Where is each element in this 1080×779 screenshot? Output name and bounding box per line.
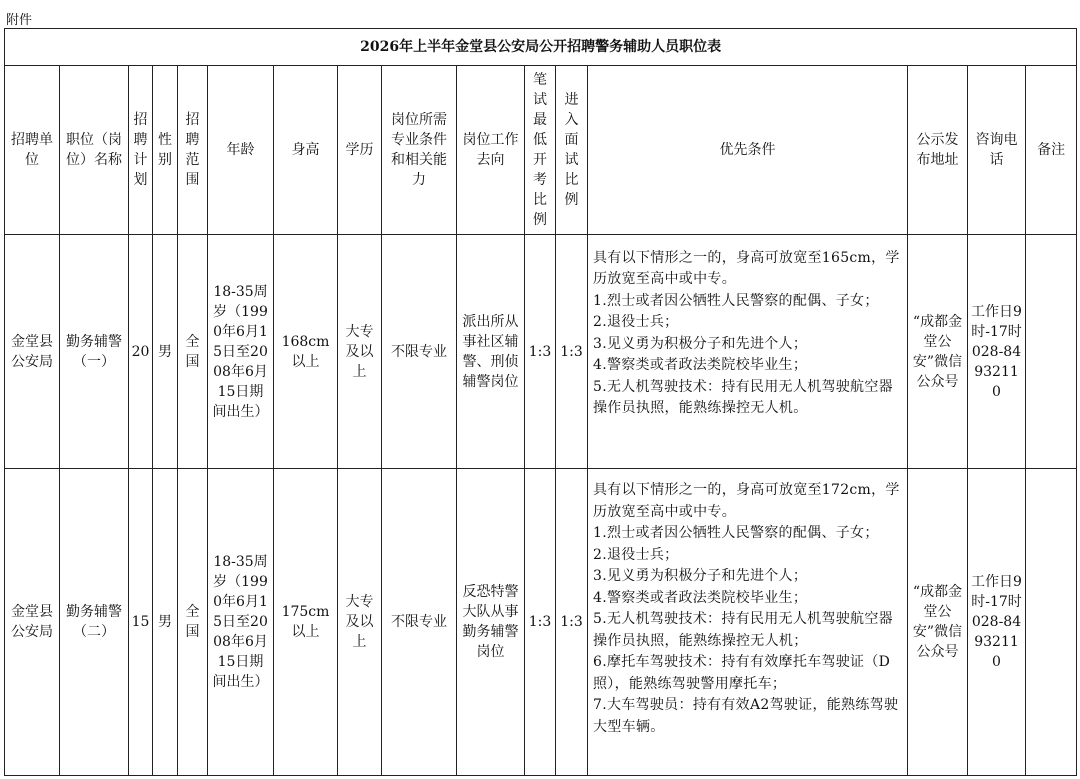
cell-work: 派出所从事社区辅警、刑侦辅警岗位 xyxy=(457,235,525,469)
cell-major: 不限专业 xyxy=(382,235,457,469)
cell-remark xyxy=(1026,235,1077,469)
priority-line: 2.退役士兵； xyxy=(593,314,679,330)
priority-line: 4.警察类或者政法类院校毕业生； xyxy=(593,589,808,606)
cell-height: 168cm以上 xyxy=(274,235,338,469)
header-phone: 咨询电话 xyxy=(968,66,1026,235)
cell-priority xyxy=(588,469,908,776)
cell-unit: 金堂县公安局 xyxy=(5,469,60,776)
priority-line: 2.退役士兵； xyxy=(593,546,679,563)
header-plan: 招聘计划 xyxy=(129,66,153,235)
header-height: 身高 xyxy=(274,66,338,235)
priority-line: 1.烈士或者因公牺牲人民警察的配偶、子女； xyxy=(593,292,879,309)
cell-age: 18-35周岁（1990年6月15日至2008年6月15日期间出生） xyxy=(208,469,274,776)
cell-phone: 工作日9时-17时028-84932110 xyxy=(968,235,1026,469)
cell-height: 175cm以上 xyxy=(274,469,338,776)
page-title: 2026年上半年金堂县公安局公开招聘警务辅助人员职位表 xyxy=(5,29,1077,66)
cell-age: 18-35周岁（1990年6月15日至2008年6月15日期间出生） xyxy=(208,235,274,469)
header-remark: 备注 xyxy=(1026,66,1077,235)
header-written-ratio: 笔试最低开考比例 xyxy=(525,66,556,235)
cell-position: 勤务辅警（二） xyxy=(60,469,129,776)
table-row xyxy=(5,235,1077,469)
header-gender: 性别 xyxy=(153,66,178,235)
table-row xyxy=(5,469,1077,776)
header-age: 年龄 xyxy=(208,66,274,235)
cell-phone: 工作日9时-17时028-84932110 xyxy=(968,469,1026,776)
cell-written-ratio: 1:3 xyxy=(525,235,556,469)
header-row xyxy=(5,66,1077,235)
priority-line: 5.无人机驾驶技术：持有民用无人机驾驶航空器操作员执照，能熟练操控无人机。 xyxy=(593,378,893,416)
position-table xyxy=(4,28,1077,776)
header-education: 学历 xyxy=(338,66,382,235)
header-scope: 招聘范围 xyxy=(178,66,208,235)
cell-plan: 20 xyxy=(129,235,153,469)
cell-position: 勤务辅警（一） xyxy=(60,235,129,469)
cell-publish: “成都金堂公安”微信公众号 xyxy=(908,235,968,469)
priority-line: 具有以下情形之一的，身高可放宽至165cm，学历放宽至高中或中专。 xyxy=(593,249,900,287)
header-unit: 招聘单位 xyxy=(5,66,60,235)
cell-gender: 男 xyxy=(153,235,178,469)
priority-line: 具有以下情形之一的，身高可放宽至172cm，学历放宽至高中或中专。 xyxy=(593,482,900,520)
header-work: 岗位工作去向 xyxy=(457,66,525,235)
cell-unit: 金堂县公安局 xyxy=(5,235,60,469)
header-priority: 优先条件 xyxy=(588,66,908,235)
cell-education: 大专及以上 xyxy=(338,235,382,469)
priority-line: 1.烈士或者因公牺牲人民警察的配偶、子女； xyxy=(593,525,879,541)
cell-gender: 男 xyxy=(153,469,178,776)
header-position: 职位（岗位）名称 xyxy=(60,66,129,235)
cell-interview-ratio: 1:3 xyxy=(556,469,588,776)
priority-line: 6.摩托车驾驶技术：持有有效摩托车驾驶证（D照），能熟练驾驶警用摩托车； xyxy=(593,654,891,692)
header-publish: 公示发布地址 xyxy=(908,66,968,235)
priority-line: 7.大车驾驶员：持有有效A2驾驶证，能熟练驾驶大型车辆。 xyxy=(593,697,899,735)
header-interview-ratio: 进入面试比例 xyxy=(556,66,588,235)
cell-scope: 全国 xyxy=(178,469,208,776)
attachment-label: 附件 xyxy=(6,13,33,28)
cell-major: 不限专业 xyxy=(382,469,457,776)
header-major: 岗位所需专业条件和相关能力 xyxy=(382,66,457,235)
cell-written-ratio: 1:3 xyxy=(525,469,556,776)
cell-scope: 全国 xyxy=(178,235,208,469)
cell-remark xyxy=(1026,469,1077,776)
cell-publish: “成都金堂公安”微信公众号 xyxy=(908,469,968,776)
priority-line: 5.无人机驾驶技术：持有民用无人机驾驶航空器操作员执照，能熟练操控无人机； xyxy=(593,611,893,649)
cell-plan: 15 xyxy=(129,469,153,776)
cell-interview-ratio: 1:3 xyxy=(556,235,588,469)
priority-line: 4.警察类或者政法类院校毕业生； xyxy=(593,357,808,373)
cell-education: 大专及以上 xyxy=(338,469,382,776)
cell-work: 反恐特警大队从事勤务辅警岗位 xyxy=(457,469,525,776)
priority-line: 3.见义勇为积极分子和先进个人； xyxy=(593,568,808,584)
priority-line: 3.见义勇为积极分子和先进个人； xyxy=(593,335,808,352)
cell-priority xyxy=(588,235,908,469)
